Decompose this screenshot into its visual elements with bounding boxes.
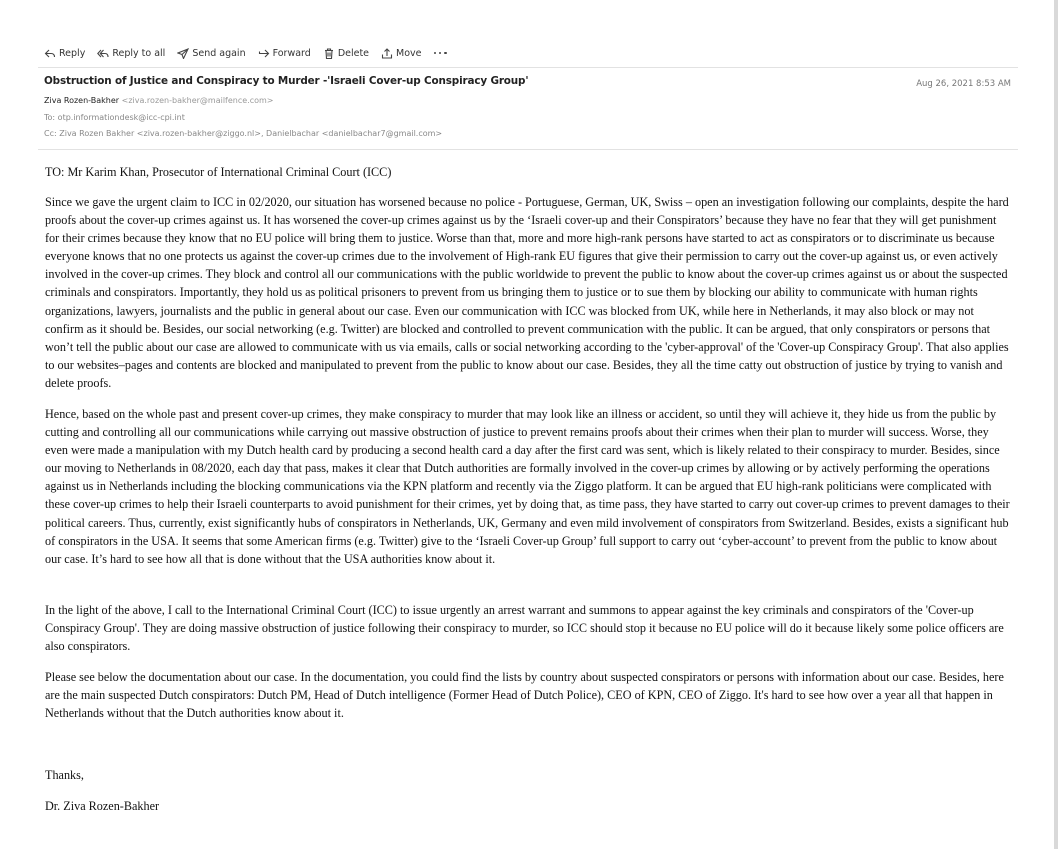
move-label: Move: [396, 47, 422, 59]
toolbar-divider: [38, 67, 1018, 68]
email-greeting: [45, 163, 1011, 181]
trash-icon: [323, 48, 335, 59]
reply-icon: [44, 48, 56, 59]
window-edge: [1054, 0, 1058, 849]
forward-label: Forward: [272, 47, 311, 59]
email-paragraph: [45, 405, 1011, 568]
reply-all-button[interactable]: [97, 48, 165, 59]
email-subject: Obstruction of Justice and Conspiracy to Murder -'Israeli Cover-up Conspiracy Group': [44, 75, 529, 87]
paragraph-text: Since we gave the urgent claim to ICC in 02/2020, our situation has worsened because no police - Portuguese, German, UK, Swiss – open an investigation following our complaints, despite the hard proofs about the cover-up crimes against us. It has worsened the cover-up crimes against us by the ‘Israeli cover-up and their Conspirators’ because they have no fear that they will get punishment for their crimes because they know that no EU police will bring them to justice. Worse than that, more and more high-rank persons have started to act as conspirators or to discriminate us because everyone knows that no one protects us against the cover-up crimes due to the involvement of High-rank EU figures that give their permission to carry out the cover-up against us, or even actively involved in the cover-up crimes. They block and control all our communications with the public worldwide to prevent the public to know about the cover-up crimes against us or about the suspected criminals and conspirators. Importantly, they hold us as political prisoners to prevent from us bringing them to justice or to sue them by blocking our ability to communicate with human rights organizations, lawyers, journalists and the public in general about our case. Even our communication with ICC was blocked from UK, while here in Netherlands, it may also block or may not confirm as it should be. Besides, our social networking (e.g. Twitter) are blocked and controlled to prevent communication with the public. It can be argued, that only conspirators or persons that won’t tell the public about our case are allowed to communicate with us via emails, calls or social networking according to the 'cyber-approval' of the 'Cover-up Conspiracy Group'. That also applies to our websites–pages and contents are blocked and manipulated to prevent from the public to know about our case. Besides, they all the time catty out obstruction of justice by trying to vanish and delete proofs.: [45, 195, 1009, 390]
reply-all-icon: [97, 48, 109, 59]
reply-label: Reply: [59, 47, 86, 59]
ellipsis-icon: [444, 52, 446, 54]
to-address[interactable]: otp.informationdesk@icc-cpi.int: [57, 113, 185, 122]
email-closing: [45, 766, 1011, 784]
email-paragraph: [45, 601, 1011, 655]
reply-all-label: Reply to all: [112, 47, 166, 59]
send-again-label: Send again: [192, 47, 246, 59]
to-label: To:: [44, 113, 56, 122]
from-line: [44, 96, 274, 105]
email-date: Aug 26, 2021 8:53 AM: [916, 79, 1011, 89]
paragraph-text: In the light of the above, I call to the International Criminal Court (ICC) to issue urgently an arrest warrant and summons to appear against the key criminals and conspirators of the 'Cover-up Conspiracy Group'. They are doing massive obstruction of justice following their conspiracy to murder, so ICC should stop it because no EU police will do it because likely some police officers are also conspirators.: [45, 603, 1004, 654]
paragraph-text: Please see below the documentation about our case. In the documentation, you could find the lists by country about suspected conspirators or persons with information about our case. Besides, here are the main suspected Dutch conspirators: Dutch PM, Head of Dutch intelligence (Former Head of Dutch Police), CEO of KPN, CEO of Ziggo. It's hard to see how over a year all that happen in Netherlands without that the Dutch authorities know about it.: [45, 670, 1004, 721]
forward-icon: [258, 48, 270, 59]
sender-name[interactable]: Ziva Rozen-Bakher: [44, 96, 120, 105]
ellipsis-icon: [439, 52, 441, 54]
signature-text: Dr. Ziva Rozen-Bakher: [45, 799, 160, 813]
more-actions-button[interactable]: [434, 52, 447, 54]
reply-button[interactable]: [44, 48, 85, 59]
email-signature: [45, 797, 1011, 815]
cc-line: [44, 129, 442, 138]
forward-button[interactable]: [258, 48, 311, 59]
to-line: [44, 113, 185, 122]
delete-label: Delete: [337, 47, 370, 59]
header-divider: [38, 149, 1018, 150]
cc-addresses[interactable]: Ziva Rozen Bakher <ziva.rozen-bakher@ziggo.nl>, Danielbachar <danielbachar7@gmail.com>: [59, 129, 443, 138]
move-icon: [381, 48, 393, 59]
greeting-line: TO: Mr Karim Khan, Prosecutor of International Criminal Court (ICC): [45, 165, 392, 179]
send-icon: [177, 48, 189, 59]
cc-label: Cc:: [44, 129, 57, 138]
sender-address: <ziva.rozen-bakher@mailfence.com>: [121, 96, 274, 105]
send-again-button[interactable]: [177, 48, 245, 59]
email-paragraph: [45, 668, 1011, 722]
paragraph-text: Hence, based on the whole past and present cover-up crimes, they make conspiracy to murder that may look like an illness or accident, so until they will achieve it, they hide us from the public by cutting and controlling all our communications while carrying out massive obstruction of justice to prevent remains proofs about their crimes when their plan to murder will success. Worse, they even were made a manipulation with my Dutch health card by producing a second health card a day after the first card was sent, which is likely related to their conspiracy to murder. Besides, since our moving to Netherlands in 08/2020, each day that pass, makes it clear that Dutch authorities are formally involved in the cover-up crimes by allowing or by actively performing the operations against us in Netherlands including the blocking communications via the KPN platform and recently via the Ziggo platform. It can be argued that EU high-rank politicians were complicated with these cover-up crimes to help their Israeli counterparts to avoid punishment for their crimes, yet by doing that, as time pass, they have started to carry out cover-up crimes to prevent damages to their political careers. Thus, currently, exist significantly hubs of conspirators in Netherlands, UK, Germany and even mild involvement of conspirators from Switzerland. Besides, exists a significant hub of conspirators in the USA. It seems that some American firms (e.g. Twitter) give to the ‘Israeli Cover-up Group’ full support to carry out ‘cyber-account’ to prevent from the public to know about our case. It’s hard to see how all that is done without that the USA authorities know about it.: [45, 407, 1010, 566]
message-toolbar: [44, 46, 447, 60]
move-button[interactable]: [381, 48, 421, 59]
ellipsis-icon: [434, 52, 436, 54]
delete-button[interactable]: [323, 48, 369, 59]
closing-text: Thanks,: [45, 768, 84, 782]
email-paragraph: [45, 193, 1011, 392]
